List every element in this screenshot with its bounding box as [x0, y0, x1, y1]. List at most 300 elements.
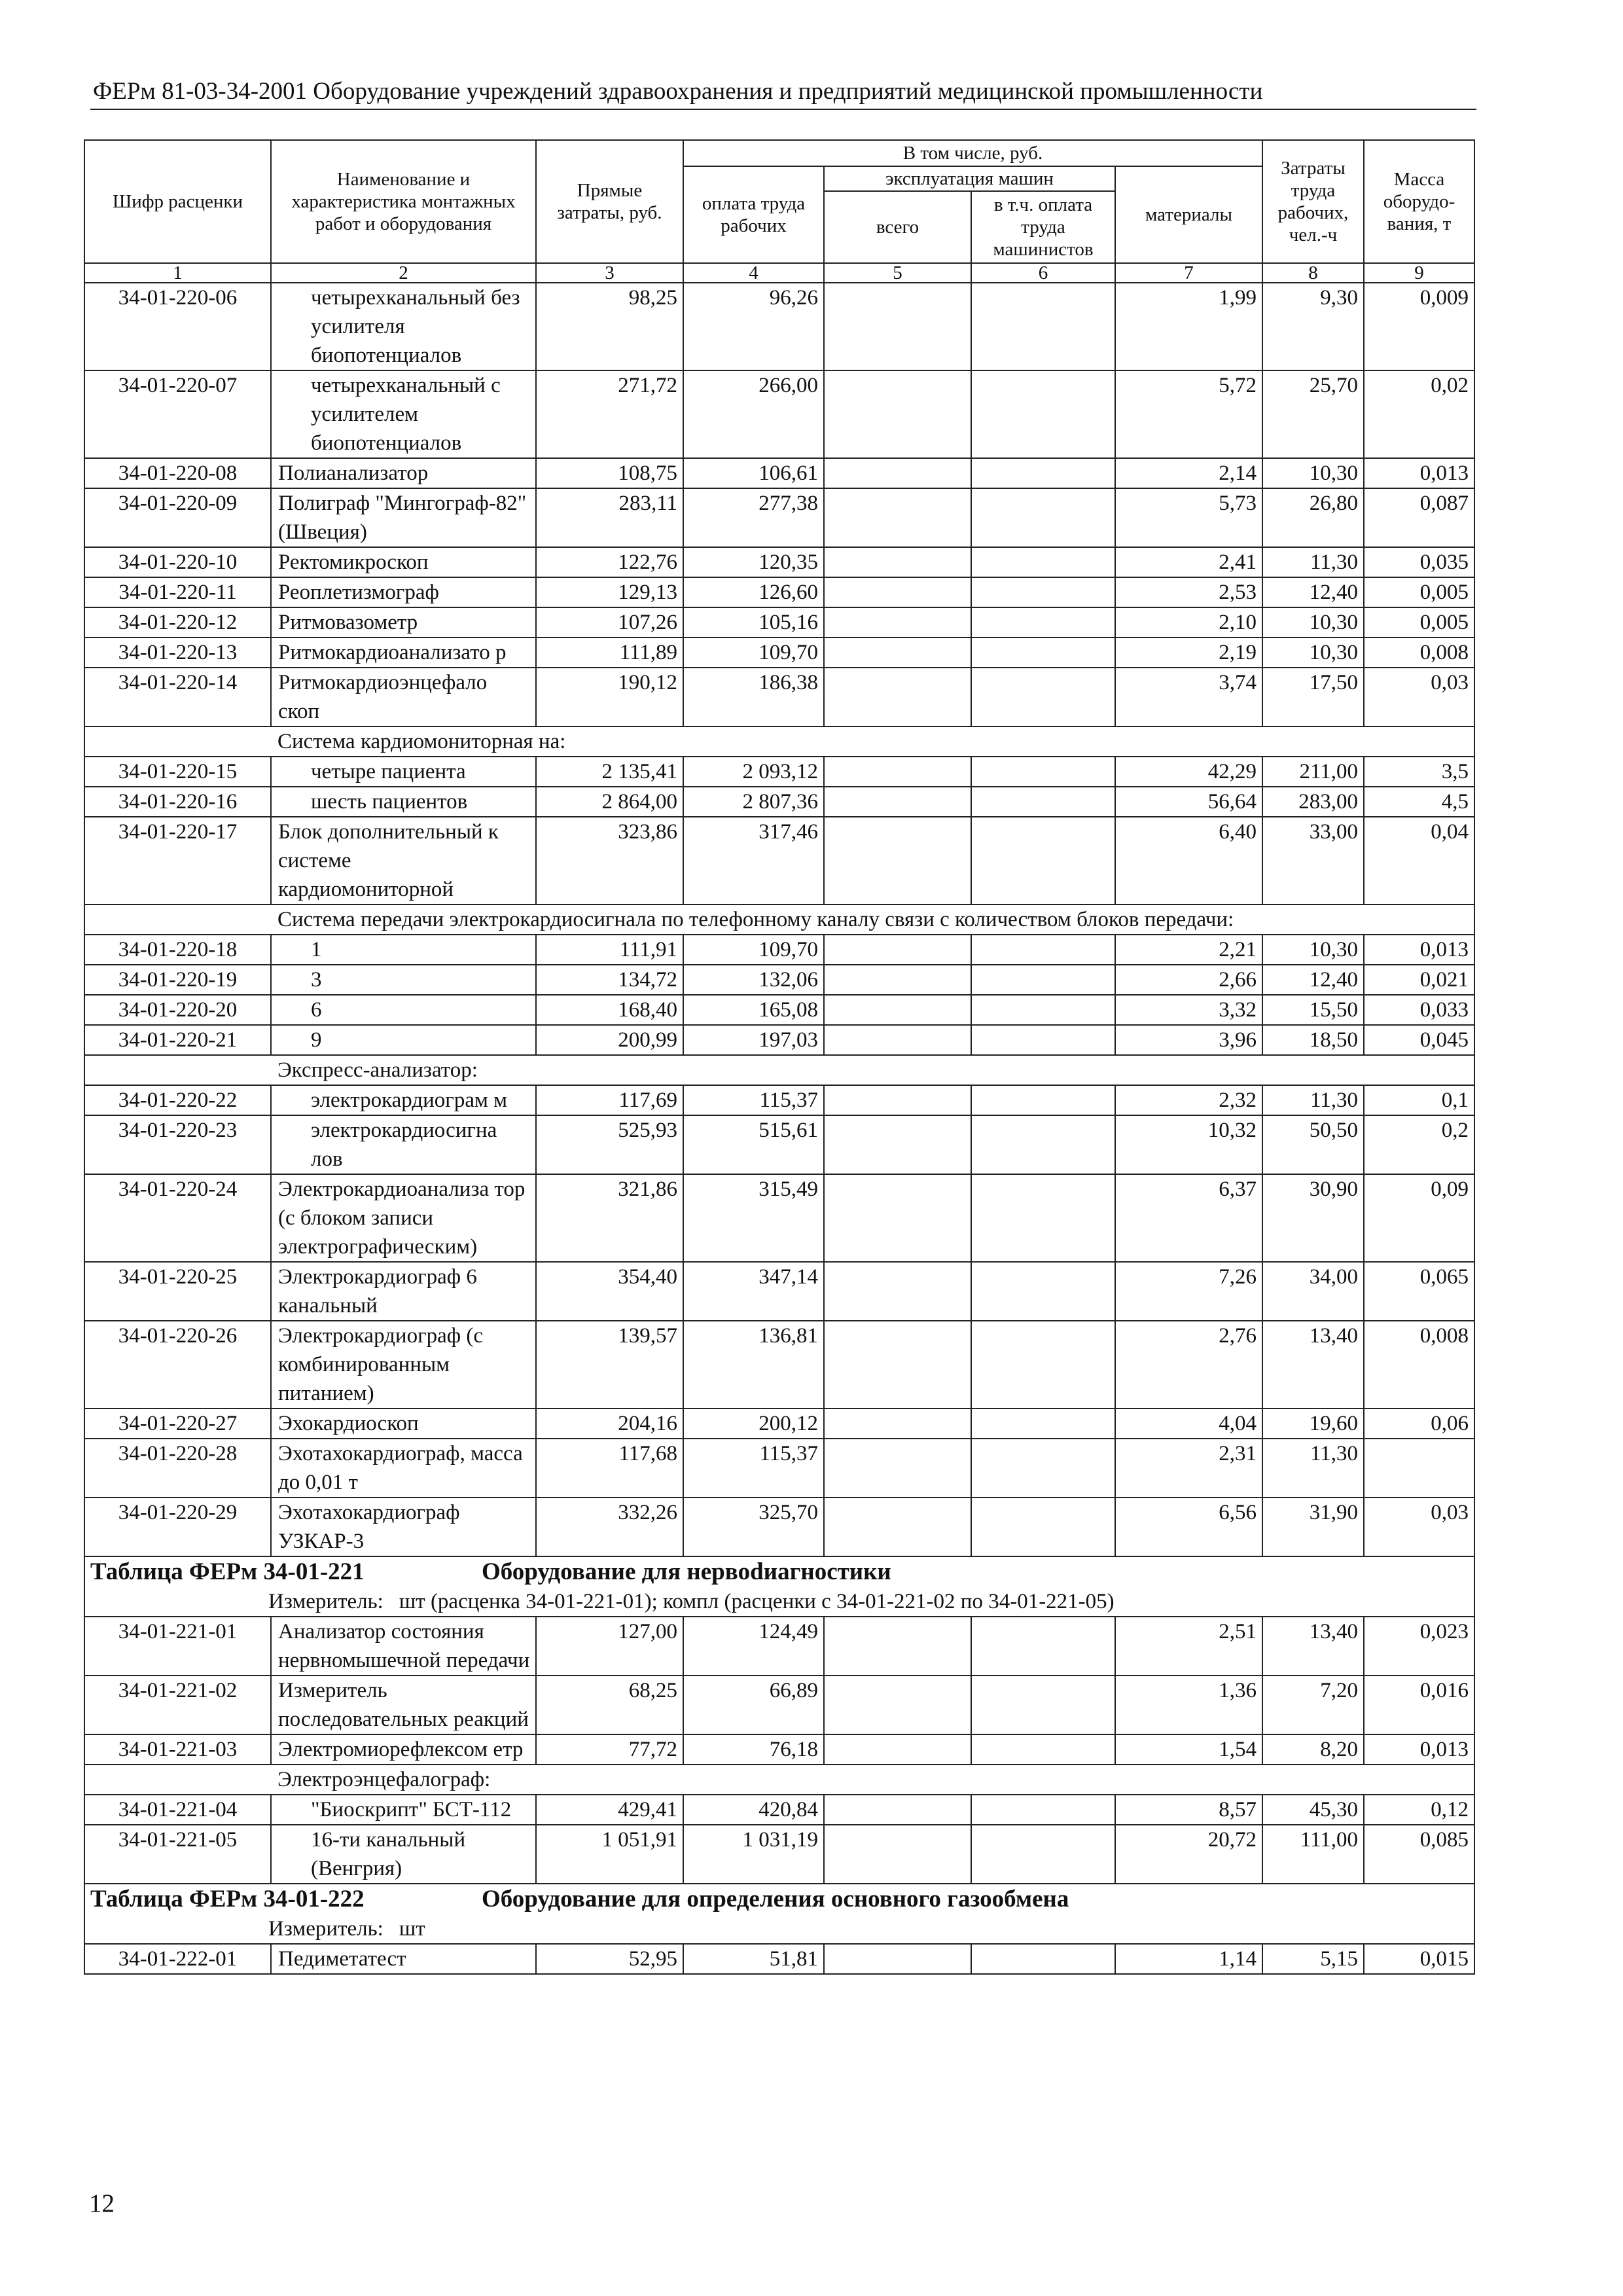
machinist-pay-cell: [971, 1321, 1115, 1408]
machinist-pay-cell: [971, 607, 1115, 637]
rate-code-cell: 34-01-221-05: [84, 1825, 271, 1884]
direct-costs-cell: 129,13: [536, 577, 683, 607]
machines-total-cell: [824, 1321, 971, 1408]
equipment-mass-cell: 0,12: [1364, 1795, 1474, 1825]
direct-costs-cell: 332,26: [536, 1498, 683, 1556]
machinist-pay-cell: [971, 1262, 1115, 1321]
rate-code-cell: 34-01-220-24: [84, 1174, 271, 1262]
work-name-cell: Ритмокардиоэнцефало скоп: [271, 668, 536, 726]
materials-cell: 2,76: [1115, 1321, 1262, 1408]
header-including: В том числе, руб.: [683, 140, 1262, 166]
machinist-pay-cell: [971, 577, 1115, 607]
rate-code-cell: 34-01-220-25: [84, 1262, 271, 1321]
direct-costs-cell: 429,41: [536, 1795, 683, 1825]
table-row: [84, 1498, 1474, 1556]
materials-cell: 3,74: [1115, 668, 1262, 726]
equipment-mass-cell: 0,035: [1364, 547, 1474, 577]
labor-cost-cell: 10,30: [1262, 935, 1364, 965]
materials-cell: 6,40: [1115, 817, 1262, 905]
equipment-mass-cell: 0,03: [1364, 668, 1474, 726]
materials-cell: 3,96: [1115, 1025, 1262, 1055]
rate-code-cell: 34-01-220-26: [84, 1321, 271, 1408]
labor-cost-cell: 8,20: [1262, 1734, 1364, 1765]
machinist-pay-cell: [971, 1825, 1115, 1884]
materials-cell: 6,37: [1115, 1174, 1262, 1262]
rate-code-cell: 34-01-220-16: [84, 787, 271, 817]
work-name-cell: Ректомикроскоп: [271, 547, 536, 577]
rate-code-cell: 34-01-220-07: [84, 370, 271, 458]
labor-pay-cell: 277,38: [683, 488, 824, 547]
section-measure-row: [84, 1587, 1474, 1617]
equipment-mass-cell: 0,009: [1364, 283, 1474, 370]
rate-code-cell: 34-01-220-08: [84, 458, 271, 488]
labor-pay-cell: 126,60: [683, 577, 824, 607]
machinist-pay-cell: [971, 370, 1115, 458]
machines-total-cell: [824, 1115, 971, 1174]
materials-cell: 3,32: [1115, 995, 1262, 1025]
labor-cost-cell: 10,30: [1262, 637, 1364, 668]
group-heading-row: [84, 1765, 1474, 1795]
section-table-number: Таблица ФЕРм 34-01-221: [90, 1558, 365, 1585]
machines-total-cell: [824, 1825, 971, 1884]
machines-total-cell: [824, 488, 971, 547]
group-heading-spacer: [84, 1765, 271, 1795]
machines-total-cell: [824, 1408, 971, 1439]
equipment-mass-cell: 0,1: [1364, 1085, 1474, 1115]
column-number: 4: [683, 263, 824, 283]
column-number-row: [84, 263, 1474, 283]
rate-code-cell: 34-01-221-04: [84, 1795, 271, 1825]
direct-costs-cell: 323,86: [536, 817, 683, 905]
table-row: [84, 1439, 1474, 1498]
section-table-title: Оборудование для нервodиагностики: [482, 1558, 891, 1585]
machines-total-cell: [824, 1734, 971, 1765]
rate-code-cell: 34-01-220-11: [84, 577, 271, 607]
direct-costs-cell: 111,89: [536, 637, 683, 668]
machinist-pay-cell: [971, 787, 1115, 817]
table-row: [84, 1115, 1474, 1174]
table-row: [84, 1795, 1474, 1825]
equipment-mass-cell: 0,06: [1364, 1408, 1474, 1439]
labor-cost-cell: 11,30: [1262, 1085, 1364, 1115]
machines-total-cell: [824, 1439, 971, 1498]
machinist-pay-cell: [971, 1025, 1115, 1055]
materials-cell: 56,64: [1115, 787, 1262, 817]
direct-costs-cell: 2 864,00: [536, 787, 683, 817]
equipment-mass-cell: 0,09: [1364, 1174, 1474, 1262]
section-measure: [90, 1587, 1469, 1616]
materials-cell: 2,21: [1115, 935, 1262, 965]
group-heading-spacer: [84, 726, 271, 757]
machines-total-cell: [824, 1262, 971, 1321]
direct-costs-cell: 98,25: [536, 283, 683, 370]
section-measure-cell: [84, 1914, 1474, 1944]
machines-total-cell: [824, 995, 971, 1025]
equipment-mass-cell: 0,033: [1364, 995, 1474, 1025]
direct-costs-cell: 1 051,91: [536, 1825, 683, 1884]
rate-code-cell: 34-01-220-20: [84, 995, 271, 1025]
labor-cost-cell: 12,40: [1262, 577, 1364, 607]
labor-cost-cell: 9,30: [1262, 283, 1364, 370]
materials-cell: 8,57: [1115, 1795, 1262, 1825]
group-heading: Система кардиомониторная на:: [271, 726, 1474, 757]
machines-total-cell: [824, 1174, 971, 1262]
machinist-pay-cell: [971, 965, 1115, 995]
labor-cost-cell: 34,00: [1262, 1262, 1364, 1321]
work-name-cell: четыре пациента: [271, 757, 536, 787]
machinist-pay-cell: [971, 817, 1115, 905]
labor-pay-cell: 197,03: [683, 1025, 824, 1055]
machines-total-cell: [824, 1085, 971, 1115]
rate-code-cell: 34-01-220-19: [84, 965, 271, 995]
work-name-cell: Педиметатест: [271, 1944, 536, 1974]
equipment-mass-cell: 0,02: [1364, 370, 1474, 458]
equipment-mass-cell: 0,008: [1364, 1321, 1474, 1408]
section-title-cell: [84, 1556, 1474, 1587]
table-row: [84, 488, 1474, 547]
machines-total-cell: [824, 668, 971, 726]
direct-costs-cell: 190,12: [536, 668, 683, 726]
labor-cost-cell: 13,40: [1262, 1321, 1364, 1408]
equipment-mass-cell: 0,03: [1364, 1498, 1474, 1556]
table-row: [84, 370, 1474, 458]
group-heading-row: [84, 1055, 1474, 1085]
labor-pay-cell: 2 807,36: [683, 787, 824, 817]
section-measure-cell: [84, 1587, 1474, 1617]
group-heading: Экспресс-анализатор:: [271, 1055, 1474, 1085]
table-row: [84, 1676, 1474, 1734]
labor-pay-cell: 115,37: [683, 1439, 824, 1498]
direct-costs-cell: 271,72: [536, 370, 683, 458]
header-machinist-pay: в т.ч. оплата труда машинистов: [971, 191, 1115, 263]
labor-pay-cell: 105,16: [683, 607, 824, 637]
machinist-pay-cell: [971, 757, 1115, 787]
rate-code-cell: 34-01-220-09: [84, 488, 271, 547]
machinist-pay-cell: [971, 1408, 1115, 1439]
labor-cost-cell: 26,80: [1262, 488, 1364, 547]
equipment-mass-cell: 0,013: [1364, 935, 1474, 965]
labor-cost-cell: 33,00: [1262, 817, 1364, 905]
table-row: [84, 1617, 1474, 1676]
column-number: 8: [1262, 263, 1364, 283]
table-row: [84, 458, 1474, 488]
rate-code-cell: 34-01-220-28: [84, 1439, 271, 1498]
table-row: [84, 1025, 1474, 1055]
work-name-cell: "Биоскрипт" БСТ-112: [271, 1795, 536, 1825]
machines-total-cell: [824, 965, 971, 995]
section-title-row: [84, 1884, 1474, 1914]
group-heading-row: [84, 726, 1474, 757]
machinist-pay-cell: [971, 283, 1115, 370]
labor-cost-cell: 18,50: [1262, 1025, 1364, 1055]
labor-cost-cell: 12,40: [1262, 965, 1364, 995]
materials-cell: 2,10: [1115, 607, 1262, 637]
rate-code-cell: 34-01-220-15: [84, 757, 271, 787]
work-name-cell: четырехканальный без усилителя биопотенциалов: [271, 283, 536, 370]
labor-pay-cell: 66,89: [683, 1676, 824, 1734]
materials-cell: 2,14: [1115, 458, 1262, 488]
work-name-cell: Электрокардиоанализа тор (с блоком записи электрографическим): [271, 1174, 536, 1262]
materials-cell: 2,32: [1115, 1085, 1262, 1115]
machinist-pay-cell: [971, 1944, 1115, 1974]
labor-pay-cell: 96,26: [683, 283, 824, 370]
header-rule: [90, 109, 1476, 110]
equipment-mass-cell: 0,013: [1364, 458, 1474, 488]
equipment-mass-cell: 0,045: [1364, 1025, 1474, 1055]
header-code: Шифр расценки: [84, 140, 271, 263]
section-title-cell: [84, 1884, 1474, 1914]
materials-cell: 1,14: [1115, 1944, 1262, 1974]
rate-code-cell: 34-01-220-18: [84, 935, 271, 965]
direct-costs-cell: 77,72: [536, 1734, 683, 1765]
work-name-cell: Полианализатор: [271, 458, 536, 488]
materials-cell: 5,72: [1115, 370, 1262, 458]
machines-total-cell: [824, 1025, 971, 1055]
labor-pay-cell: 76,18: [683, 1734, 824, 1765]
column-number: 5: [824, 263, 971, 283]
rate-code-cell: 34-01-220-27: [84, 1408, 271, 1439]
labor-cost-cell: 13,40: [1262, 1617, 1364, 1676]
table-row: [84, 757, 1474, 787]
work-name-cell: Блок дополнительный к системе кардиомониторной: [271, 817, 536, 905]
labor-pay-cell: 315,49: [683, 1174, 824, 1262]
direct-costs-cell: 321,86: [536, 1174, 683, 1262]
direct-costs-cell: 354,40: [536, 1262, 683, 1321]
work-name-cell: Электрокардиограф (с комбинированным питанием): [271, 1321, 536, 1408]
labor-pay-cell: 106,61: [683, 458, 824, 488]
labor-cost-cell: 50,50: [1262, 1115, 1364, 1174]
direct-costs-cell: 139,57: [536, 1321, 683, 1408]
materials-cell: 5,73: [1115, 488, 1262, 547]
table-row: [84, 1321, 1474, 1408]
equipment-mass-cell: 0,016: [1364, 1676, 1474, 1734]
work-name-cell: Полиграф "Мингограф-82" (Швеция): [271, 488, 536, 547]
machinist-pay-cell: [971, 1734, 1115, 1765]
labor-pay-cell: 109,70: [683, 935, 824, 965]
work-name-cell: Ритмовазометр: [271, 607, 536, 637]
rate-code-cell: 34-01-222-01: [84, 1944, 271, 1974]
rate-code-cell: 34-01-220-12: [84, 607, 271, 637]
equipment-mass-cell: 0,015: [1364, 1944, 1474, 1974]
direct-costs-cell: 68,25: [536, 1676, 683, 1734]
table-row: [84, 1734, 1474, 1765]
materials-cell: 7,26: [1115, 1262, 1262, 1321]
labor-cost-cell: 111,00: [1262, 1825, 1364, 1884]
direct-costs-cell: 168,40: [536, 995, 683, 1025]
rates-table: [84, 139, 1475, 1975]
column-number: 6: [971, 263, 1115, 283]
table-header: [84, 140, 1474, 283]
labor-cost-cell: 19,60: [1262, 1408, 1364, 1439]
table-row: [84, 637, 1474, 668]
machinist-pay-cell: [971, 1617, 1115, 1676]
section-table-number: Таблица ФЕРм 34-01-222: [90, 1886, 365, 1912]
work-name-cell: 3: [271, 965, 536, 995]
table-row: [84, 1262, 1474, 1321]
machines-total-cell: [824, 1795, 971, 1825]
work-name-cell: Анализатор состояния нервномышечной передачи: [271, 1617, 536, 1676]
labor-pay-cell: 317,46: [683, 817, 824, 905]
labor-pay-cell: 347,14: [683, 1262, 824, 1321]
page-number: 12: [89, 2189, 115, 2217]
machinist-pay-cell: [971, 1676, 1115, 1734]
labor-cost-cell: 11,30: [1262, 547, 1364, 577]
work-name-cell: шесть пациентов: [271, 787, 536, 817]
machines-total-cell: [824, 757, 971, 787]
table-row: [84, 577, 1474, 607]
header-labor-cost: Затраты труда рабочих, чел.-ч: [1262, 140, 1364, 263]
work-name-cell: электрокардиограм м: [271, 1085, 536, 1115]
table-row: [84, 668, 1474, 726]
labor-pay-cell: 515,61: [683, 1115, 824, 1174]
labor-pay-cell: 266,00: [683, 370, 824, 458]
rate-code-cell: 34-01-220-23: [84, 1115, 271, 1174]
section-table-title: Оборудование для определения основного газообмена: [482, 1886, 1069, 1912]
work-name-cell: Ритмокардиоанализато р: [271, 637, 536, 668]
labor-pay-cell: 186,38: [683, 668, 824, 726]
table-row: [84, 283, 1474, 370]
group-heading: Система передачи электрокардиосигнала по телефонному каналу связи с количеством блоков передачи:: [271, 905, 1474, 935]
direct-costs-cell: 52,95: [536, 1944, 683, 1974]
work-name-cell: 9: [271, 1025, 536, 1055]
rate-code-cell: 34-01-220-22: [84, 1085, 271, 1115]
labor-cost-cell: 10,30: [1262, 607, 1364, 637]
direct-costs-cell: 200,99: [536, 1025, 683, 1055]
machinist-pay-cell: [971, 995, 1115, 1025]
column-number: 3: [536, 263, 683, 283]
table-row: [84, 1408, 1474, 1439]
rate-code-cell: 34-01-220-21: [84, 1025, 271, 1055]
equipment-mass-cell: 0,008: [1364, 637, 1474, 668]
equipment-mass-cell: 0,021: [1364, 965, 1474, 995]
header-machines: эксплуатация машин: [824, 166, 1115, 191]
labor-pay-cell: 132,06: [683, 965, 824, 995]
direct-costs-cell: 134,72: [536, 965, 683, 995]
equipment-mass-cell: 4,5: [1364, 787, 1474, 817]
equipment-mass-cell: 0,013: [1364, 1734, 1474, 1765]
equipment-mass-cell: 3,5: [1364, 757, 1474, 787]
direct-costs-cell: 283,11: [536, 488, 683, 547]
machines-total-cell: [824, 607, 971, 637]
rate-code-cell: 34-01-220-06: [84, 283, 271, 370]
equipment-mass-cell: 0,023: [1364, 1617, 1474, 1676]
machinist-pay-cell: [971, 1795, 1115, 1825]
machinist-pay-cell: [971, 1498, 1115, 1556]
work-name-cell: Эхотахокардиограф УЗКАР-3: [271, 1498, 536, 1556]
materials-cell: 2,66: [1115, 965, 1262, 995]
work-name-cell: Электрокардиограф 6 канальный: [271, 1262, 536, 1321]
table-row: [84, 787, 1474, 817]
rate-code-cell: 34-01-220-29: [84, 1498, 271, 1556]
machines-total-cell: [824, 935, 971, 965]
equipment-mass-cell: 0,085: [1364, 1825, 1474, 1884]
direct-costs-cell: 127,00: [536, 1617, 683, 1676]
materials-cell: 2,41: [1115, 547, 1262, 577]
materials-cell: 2,53: [1115, 577, 1262, 607]
table-row: [84, 935, 1474, 965]
equipment-mass-cell: 0,2: [1364, 1115, 1474, 1174]
labor-pay-cell: 420,84: [683, 1795, 824, 1825]
materials-cell: 2,19: [1115, 637, 1262, 668]
column-number: 1: [84, 263, 271, 283]
work-name-cell: Эхокардиоскоп: [271, 1408, 536, 1439]
column-number: 2: [271, 263, 536, 283]
labor-pay-cell: 2 093,12: [683, 757, 824, 787]
direct-costs-cell: 111,91: [536, 935, 683, 965]
header-name: Наименование и характеристика монтажных работ и оборудования: [271, 140, 536, 263]
direct-costs-cell: 122,76: [536, 547, 683, 577]
direct-costs-cell: 2 135,41: [536, 757, 683, 787]
machines-total-cell: [824, 1617, 971, 1676]
direct-costs-cell: 107,26: [536, 607, 683, 637]
labor-pay-cell: 115,37: [683, 1085, 824, 1115]
machines-total-cell: [824, 787, 971, 817]
page-header: ФЕРм 81-03-34-2001 Оборудование учреждений здравоохранения и предприятий медицинской промышленности: [93, 78, 1263, 105]
machines-total-cell: [824, 547, 971, 577]
work-name-cell: Электромиорефлексом етр: [271, 1734, 536, 1765]
machines-total-cell: [824, 370, 971, 458]
rate-code-cell: 34-01-220-14: [84, 668, 271, 726]
equipment-mass-cell: 0,005: [1364, 607, 1474, 637]
measure-label: Измеритель:: [268, 1590, 383, 1613]
group-heading-spacer: [84, 1055, 271, 1085]
labor-cost-cell: 31,90: [1262, 1498, 1364, 1556]
group-heading-row: [84, 905, 1474, 935]
machinist-pay-cell: [971, 668, 1115, 726]
section-title-row: [84, 1556, 1474, 1587]
rate-code-cell: 34-01-220-13: [84, 637, 271, 668]
labor-cost-cell: 5,15: [1262, 1944, 1364, 1974]
group-heading-spacer: [84, 905, 271, 935]
header-machines-total: всего: [824, 191, 971, 263]
labor-cost-cell: 25,70: [1262, 370, 1364, 458]
materials-cell: 42,29: [1115, 757, 1262, 787]
materials-cell: 10,32: [1115, 1115, 1262, 1174]
machines-total-cell: [824, 637, 971, 668]
column-number: 7: [1115, 263, 1262, 283]
work-name-cell: 1: [271, 935, 536, 965]
machinist-pay-cell: [971, 637, 1115, 668]
direct-costs-cell: 117,69: [536, 1085, 683, 1115]
measure-label: Измеритель:: [268, 1917, 383, 1941]
work-name-cell: Эхотахокардиограф, масса до 0,01 т: [271, 1439, 536, 1498]
work-name-cell: 16-ти канальный (Венгрия): [271, 1825, 536, 1884]
materials-cell: 4,04: [1115, 1408, 1262, 1439]
machinist-pay-cell: [971, 1174, 1115, 1262]
labor-pay-cell: 325,70: [683, 1498, 824, 1556]
column-number: 9: [1364, 263, 1474, 283]
labor-pay-cell: 136,81: [683, 1321, 824, 1408]
work-name-cell: Реоплетизмограф: [271, 577, 536, 607]
direct-costs-cell: 525,93: [536, 1115, 683, 1174]
table-row: [84, 547, 1474, 577]
labor-cost-cell: 15,50: [1262, 995, 1364, 1025]
equipment-mass-cell: [1364, 1439, 1474, 1498]
header-labor-pay: оплата труда рабочих: [683, 166, 824, 263]
labor-pay-cell: 165,08: [683, 995, 824, 1025]
materials-cell: 20,72: [1115, 1825, 1262, 1884]
section-title: [90, 1557, 1469, 1587]
direct-costs-cell: 204,16: [536, 1408, 683, 1439]
table-row: [84, 607, 1474, 637]
header-direct-costs: Прямые затраты, руб.: [536, 140, 683, 263]
rate-code-cell: 34-01-221-02: [84, 1676, 271, 1734]
direct-costs-cell: 108,75: [536, 458, 683, 488]
work-name-cell: 6: [271, 995, 536, 1025]
direct-costs-cell: 117,68: [536, 1439, 683, 1498]
machinist-pay-cell: [971, 547, 1115, 577]
machinist-pay-cell: [971, 1439, 1115, 1498]
